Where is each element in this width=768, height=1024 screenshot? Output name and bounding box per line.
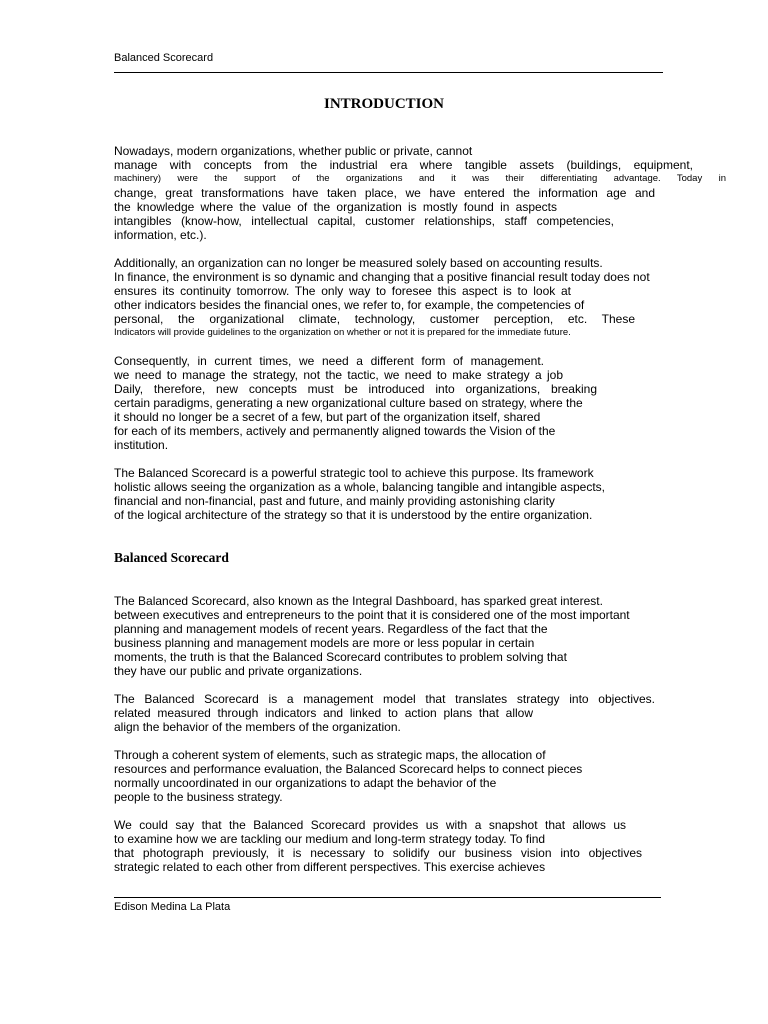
text-line: Nowadays, modern organizations, whether public or private, cannot: [114, 144, 473, 158]
text-line: resources and performance evaluation, the Balanced Scorecard helps to connect pieces: [114, 762, 583, 776]
text-line: Daily, therefore, new concepts must be introduced into organizations, breaking: [114, 382, 597, 396]
text-line: financial and non-financial, past and future, and mainly providing astonishing clarity: [114, 494, 555, 508]
text-line: certain paradigms, generating a new organizational culture based on strategy, where the: [114, 396, 583, 410]
text-line: ensures its continuity tomorrow. The only way to foresee this aspect is to look at: [114, 284, 571, 298]
text-line: it should no longer be a secret of a few, but part of the organization itself, shared: [114, 410, 541, 424]
text-line: institution.: [114, 438, 169, 452]
text-line: The Balanced Scorecard is a management model that translates strategy into objectives.: [114, 692, 655, 706]
text-line: normally uncoordinated in our organizations to adapt the behavior of the: [114, 776, 497, 790]
text-line: between executives and entrepreneurs to the point that it is considered one of the most important: [114, 608, 630, 622]
text-line: people to the business strategy.: [114, 790, 283, 804]
page-title: INTRODUCTION: [323, 96, 444, 112]
text-line: personal, the organizational climate, technology, customer perception, etc. These: [114, 312, 635, 326]
running-footer: Edison Medina La Plata: [114, 901, 231, 913]
text-line: We could say that the Balanced Scorecard provides us with a snapshot that allows us: [114, 818, 626, 832]
text-line: Through a coherent system of elements, such as strategic maps, the allocation of: [114, 748, 546, 762]
text-line: related measured through indicators and linked to action plans that allow: [114, 706, 533, 720]
text-line: The Balanced Scorecard is a powerful strategic tool to achieve this purpose. Its framework: [114, 466, 594, 480]
text-line: business planning and management models are more or less popular in certain: [114, 636, 535, 650]
footer-rule: [114, 897, 661, 898]
text-line: The Balanced Scorecard, also known as the Integral Dashboard, has sparked great interest.: [114, 594, 603, 608]
text-line: for each of its members, actively and permanently aligned towards the Vision of the: [114, 424, 556, 438]
text-line: other indicators besides the financial ones, we refer to, for example, the competencies of: [114, 298, 585, 312]
header-rule: [114, 72, 663, 73]
text-line: moments, the truth is that the Balanced Scorecard contributes to problem solving that: [114, 650, 567, 664]
text-line: of the logical architecture of the strategy so that it is understood by the entire organization.: [114, 508, 593, 522]
text-line: manage with concepts from the industrial era where tangible assets (buildings, equipment,: [114, 158, 693, 172]
text-line: they have our public and private organizations.: [114, 664, 363, 678]
text-line: strategic related to each other from different perspectives. This exercise achieves: [114, 860, 546, 874]
text-line: Consequently, in current times, we need a different form of management.: [114, 354, 544, 368]
text-line: planning and management models of recent years. Regardless of the fact that the: [114, 622, 548, 636]
text-line: the knowledge where the value of the organization is mostly found in aspects: [114, 200, 557, 214]
text-line: In finance, the environment is so dynamic and changing that a positive financial result today does not: [114, 270, 650, 284]
text-line: that photograph previously, it is necessary to solidify our business vision into objectives: [114, 846, 642, 860]
text-line: to examine how we are tackling our medium and long-term strategy today. To find: [114, 832, 546, 846]
text-line: information, etc.).: [114, 228, 207, 242]
text-line: machinery) were the support of the organizations and it was their differentiating advantage. Today in: [114, 173, 726, 184]
text-line: holistic allows seeing the organization as a whole, balancing tangible and intangible aspects,: [114, 480, 605, 494]
text-line: change, great transformations have taken place, we have entered the information age and: [114, 186, 655, 200]
running-header: Balanced Scorecard: [114, 52, 214, 64]
text-line: Additionally, an organization can no longer be measured solely based on accounting results.: [114, 256, 603, 270]
text-line: we need to manage the strategy, not the tactic, we need to make strategy a job: [114, 368, 563, 382]
section-heading: Balanced Scorecard: [114, 550, 229, 565]
text-line: intangibles (know-how, intellectual capital, customer relationships, staff competencies,: [114, 214, 614, 228]
text-line: Indicators will provide guidelines to the organization on whether or not it is prepared for the immediate future.: [114, 327, 571, 338]
text-line: align the behavior of the members of the organization.: [114, 720, 401, 734]
